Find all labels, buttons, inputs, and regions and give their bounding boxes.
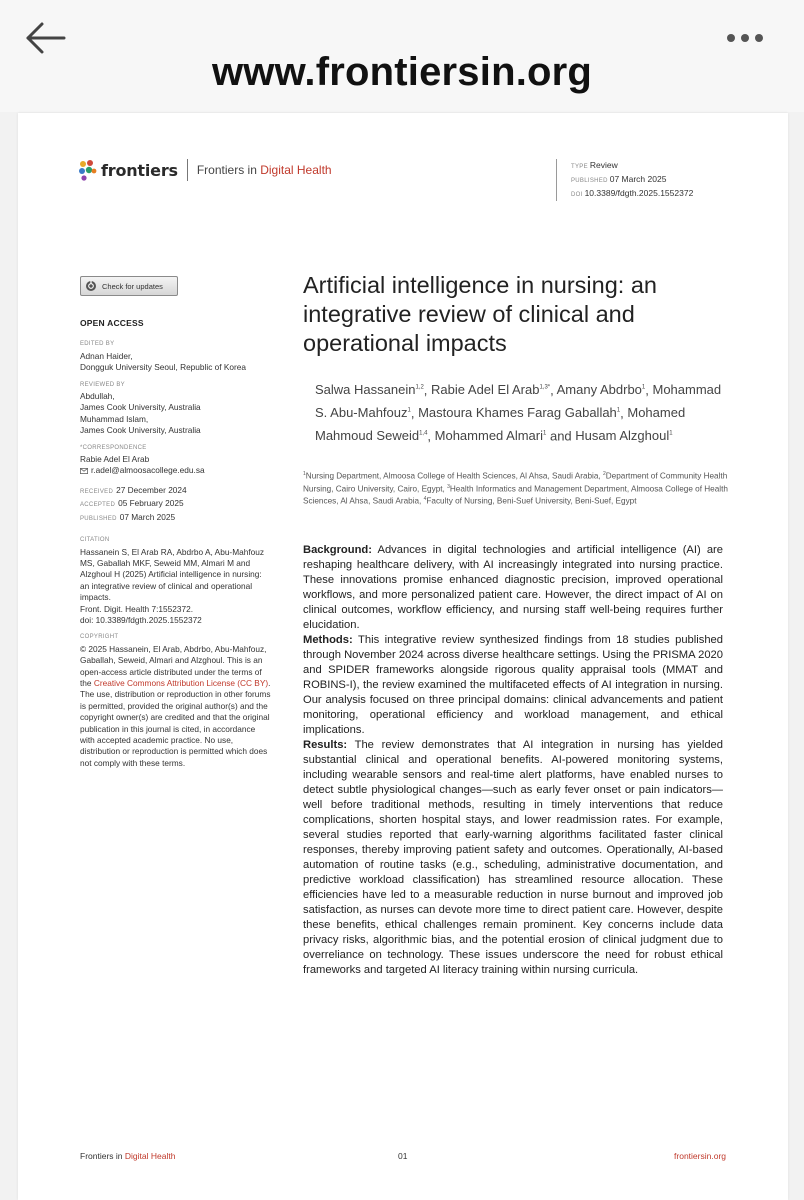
- footer-journal: Frontiers in Digital Health: [80, 1151, 176, 1161]
- author-sup: 1: [669, 430, 673, 437]
- citation-text: Hassanein S, El Arab RA, Abdrbo A, Abu-Mahfouz MS, Gaballah MKF, Seweid MM, Almari M and Alzghoul H (2025) Artificial intelligence in nursing: an integrative review of clinical and operational impacts.: [80, 546, 265, 603]
- paper-page: [18, 113, 788, 1200]
- author-name: Mohammad S. Abu-Mahfouz$^1$: [315, 382, 722, 421]
- author-name: Husam Alzghoul$^1$: [575, 427, 673, 443]
- affiliation-text: Department of Community Health Nursing, Cairo University, Cairo, Egypt,: [303, 471, 728, 494]
- article-sidebar: OPEN ACCESS EDITED BY Adnan Haider, Dongguk University Seoul, Republic of Korea REVIEWED BY Abdullah, James Cook University, Australia Muhammad Islam, James Cook University, Australia *CORRESPONDENCE Rabie Adel El Arab r.adel@almoosacollege.edu.sa RECEIVED 27 December 2024 ACCEPTED 05 February 2025 PUBLISHED 07 March 2025 CITATION Hassanein S, El Arab RA, Abdrbo A, Abu-Mahfouz MS, Gaballah MKF, Seweid MM, Almari M and Alzghoul H (2025) Artificial intelligence in nursing: an integrative review of clinical and operational impacts. Front. Digit. Health 7:1552372. doi: 10.3389/fdgth.2025.1552372 COPYRIGHT © 2025 Hassanein, El Arab, Abdrbo, Abu-Mahfouz, Gaballah, Seweid, Almari and Alzghoul. This is an open-access article distributed under the terms of the Creative Commons Attribution License (CC BY). The use, distribution or reproduction in other forums is permitted, provided the original author(s) and the copyright owner(s) are credited and that the original publication in this journal is cited, in accordance with accepted academic practice. No use, distribution or reproduction is permitted which does not comply with these terms.: [80, 318, 271, 768]
- journal-name: Frontiers in Digital Health: [196, 163, 332, 177]
- journal-header: [78, 159, 332, 181]
- affiliation-sup: 2: [602, 471, 606, 477]
- open-access-label: OPEN ACCESS: [80, 318, 144, 328]
- copyright-text: © 2025 Hassanein, El Arab, Abdrbo, Abu-Mahfouz, Gaballah, Seweid, Almari and Alzghoul. This is an open-access article distributed under the terms of the Creative Commons Attribution License (CC BY). The use, distribution or reproduction in other forums is permitted, provided the original author(s) and the copyright owner(s) are credited and that the original publication in this journal is cited, in accordance with accepted academic practice. No use, distribution or reproduction is permitted which does not comply with these terms.: [80, 643, 271, 768]
- author-list: Salwa Hassanein$^{1,2}$, Rabie Adel El Arab$^{1,3*}$, Amany Abdrbo$^1$, Mohammad S. Abu-Mahfouz$^1$, Mastoura Khames Farag Gaballah$^1$, Mohamed Mahmoud Seweid$^{1,4}$, Mohammed Almari$^1$ and Husam Alzghoul$^1$: [315, 382, 722, 443]
- affiliation-sup: 1: [303, 471, 306, 477]
- article-title: Artificial intelligence in nursing: an integrative review of clinical and operational impacts: [303, 272, 657, 356]
- author-sup: 1,4: [419, 430, 428, 437]
- footer-site-link[interactable]: frontiersin.org: [674, 1151, 726, 1161]
- refresh-icon: [85, 280, 97, 292]
- browser-top-bar: [0, 0, 804, 112]
- affiliation-sup: 3: [447, 483, 450, 490]
- abstract: [303, 543, 723, 978]
- author-name: Mohammed Almari$^1$: [434, 427, 547, 443]
- author-name: Mastoura Khames Farag Gaballah$^1$: [418, 405, 621, 421]
- abstract-methods: Methods: This integrative review synthesized findings from 18 studies published through November 2024 across diverse healthcare settings. Using the PRISMA 2020 and SPIDER frameworks alongside rigorous quality appraisal tools (MMAT and ROBINS-I), the review examined the multifaceted effects of AI integration in nursing. Our analysis focused on three principal domains: clinical advancements and patient monitoring, operational efficiency and workload management, and ethical implications.: [303, 634, 723, 736]
- author-sup: 1: [543, 430, 547, 437]
- frontiers-logo-icon: [78, 159, 98, 181]
- cc-license-link[interactable]: Creative Commons Attribution License (CC BY): [93, 677, 269, 688]
- page-number: 01: [398, 1151, 408, 1161]
- affiliation-text: Health Informatics and Management Department, Almoosa College of Health Sciences, Al Ahsa, Saudi Arabia,: [303, 484, 728, 507]
- author-name: Mohamed Mahmoud Seweid$^{1,4}$: [315, 405, 686, 443]
- affiliation-text: Faculty of Nursing, Beni-Suef University, Beni-Suef, Egypt: [426, 497, 637, 507]
- affiliations: [303, 469, 733, 507]
- abstract-background: Background: Advances in digital technologies and artificial intelligence (AI) are reshaping healthcare delivery, with AI increasingly integrated into nursing practice. These innovations promise enhanced diagnostic precision, improved operational workflows, and more personalized patient care. However, the direct impact of AI on clinical outcomes, workflow efficiency, and nursing staff well-being requires further elucidation.: [303, 544, 723, 631]
- article-meta: TYPE Review PUBLISHED 07 March 2025 DOI 10.3389/fdgth.2025.1552372: [556, 159, 693, 201]
- author-name: Amany Abdrbo$^1$: [556, 382, 646, 398]
- author-sup: 1: [641, 385, 646, 391]
- author-sup: 1,2: [415, 385, 424, 391]
- correspondence-email[interactable]: r.adel@almoosacollege.edu.sa: [80, 465, 272, 476]
- affiliation-text: Nursing Department, Almoosa College of Health Sciences, Al Ahsa, Saudi Arabia,: [305, 471, 603, 481]
- author-name: Salwa Hassanein$^{1,2}$: [315, 382, 424, 398]
- more-options-icon[interactable]: [722, 28, 768, 48]
- author-name: Rabie Adel El Arab$^{1,3*}$: [431, 382, 551, 398]
- abstract-results: Results: The review demonstrates that AI integration in nursing has yielded substantial clinical and operational benefits. AI-powered monitoring systems, including wearable sensors and real-time alert platforms, have enabled nurses to detect subtle physiological changes—such as early fever onset or pain indicators—well before traditional methods, resulting in timely interventions that reduce complications, shorten hospital stays, and lower readmission rates. For example, several studies reported that early-warning algorithms facilitated faster clinical responses, thereby improving patient safety and outcomes. Operationally, AI-based automation of routine tasks (e.g., scheduling, administrative documentation, and predictive workload classification) has streamlined resource allocation. These efficiencies have led to a measurable reduction in nurse burnout and improved job satisfaction, as nurses can devote more time to direct patient care. However, despite these benefits, ethical challenges remain prominent. Key concerns include data privacy risks, algorithmic bias, and the potential erosion of clinical judgment due to overreliance on technology. These issues underscore the need for robust ethical frameworks and targeted AI literacy training within nursing curricula.: [303, 739, 723, 976]
- author-sup: 1: [616, 407, 621, 414]
- logo-wordmark: frontiers: [101, 160, 178, 180]
- mail-icon: [80, 468, 88, 474]
- check-for-updates-button[interactable]: Check for updates: [80, 276, 178, 296]
- affiliation-sup: 4: [423, 496, 427, 503]
- author-sup: 1,3*: [539, 385, 551, 391]
- header-divider: [187, 159, 188, 181]
- page-url: www.frontiersin.org: [211, 50, 593, 94]
- author-sup: 1: [407, 407, 411, 414]
